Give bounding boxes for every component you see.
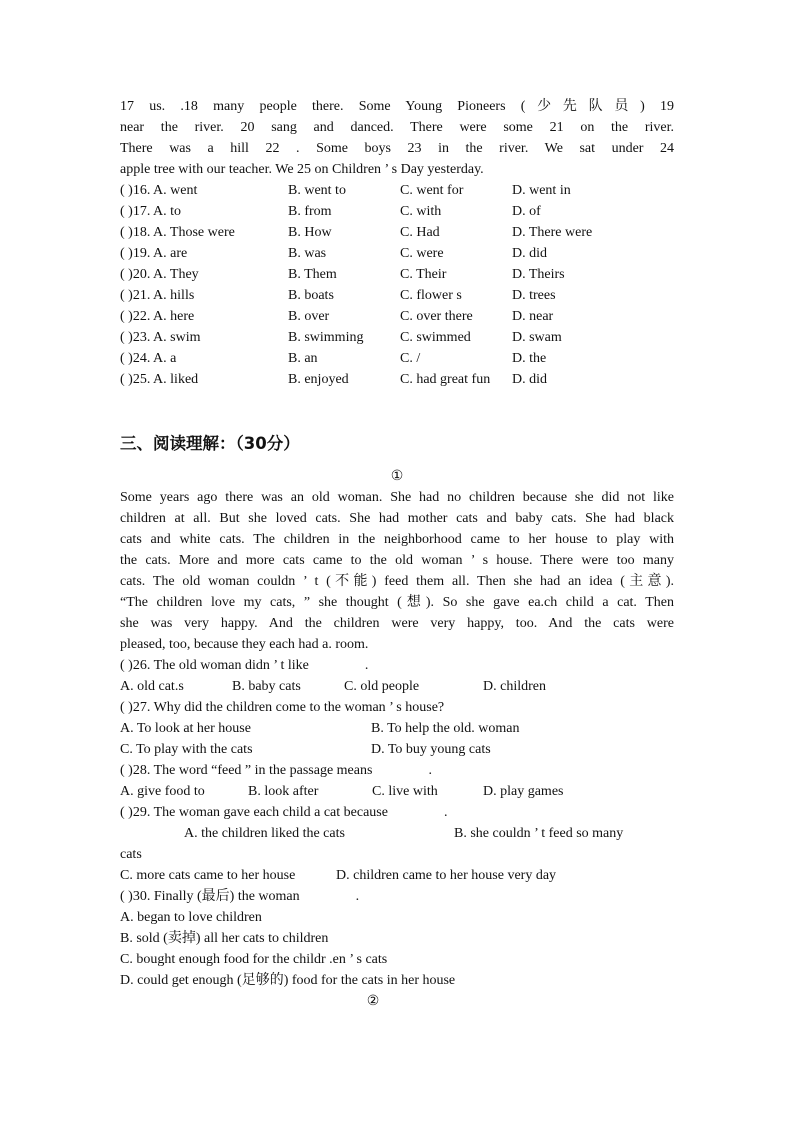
option-b-continued: cats bbox=[120, 847, 142, 862]
option-c[interactable]: C. more cats came to her house bbox=[120, 868, 296, 883]
option-c[interactable]: C. over there bbox=[400, 309, 473, 324]
option-b[interactable]: B. was bbox=[288, 246, 327, 261]
question-end-mark: . bbox=[355, 889, 360, 904]
option-b[interactable]: B. enjoyed bbox=[288, 372, 349, 387]
cloze-line: near the river. 20 sang and danced. There were some 21 on the river. bbox=[120, 120, 674, 135]
question-27-stem: ( )27. Why did the children come to the woman ’ s house? bbox=[120, 700, 445, 715]
option-d[interactable]: D. near bbox=[512, 309, 554, 324]
option-c[interactable]: C. live with bbox=[372, 784, 438, 799]
question-text: ( )26. The old woman didn ’ t like bbox=[120, 658, 309, 673]
option-b[interactable]: B. sold (卖掉) all her cats to children bbox=[120, 931, 329, 946]
question-29-stem bbox=[120, 802, 674, 823]
question-number-option-a[interactable]: ( )19. A. are bbox=[120, 246, 188, 261]
option-c[interactable]: C. swimmed bbox=[400, 330, 471, 345]
option-c[interactable]: C. flower s bbox=[400, 288, 462, 303]
question-number-option-a[interactable]: ( )18. A. Those were bbox=[120, 225, 235, 240]
question-end-mark: . bbox=[428, 763, 432, 778]
option-a[interactable]: A. the children liked the cats bbox=[184, 826, 345, 841]
option-b[interactable]: B. went to bbox=[288, 183, 346, 198]
option-c[interactable]: C. To play with the cats bbox=[120, 742, 253, 757]
option-b[interactable]: B. look after bbox=[248, 784, 319, 799]
option-d[interactable]: D. the bbox=[512, 351, 547, 366]
question-26-options bbox=[120, 676, 674, 697]
question-25 bbox=[120, 369, 674, 390]
option-a[interactable]: A. old cat.s bbox=[120, 679, 184, 694]
option-b[interactable]: B. Them bbox=[288, 267, 337, 282]
question-27-options-ab bbox=[120, 718, 674, 739]
cloze-passage bbox=[120, 96, 674, 180]
cloze-questions bbox=[120, 180, 674, 390]
option-d[interactable]: D. could get enough (足够的) food for the cats in her house bbox=[120, 973, 456, 988]
passage-line: cats and white cats. The children in the neighborhood came to her house to play with bbox=[120, 532, 674, 547]
question-number-option-a[interactable]: ( )20. A. They bbox=[120, 267, 199, 282]
option-b[interactable]: B. How bbox=[288, 225, 332, 240]
question-30-stem bbox=[120, 886, 674, 907]
question-number-option-a[interactable]: ( )22. A. here bbox=[120, 309, 195, 324]
option-d[interactable]: D. trees bbox=[512, 288, 556, 303]
option-b[interactable]: B. swimming bbox=[288, 330, 364, 345]
question-22 bbox=[120, 306, 674, 327]
passage-line: she was very happy. And the children were very happy, too. And the cats were bbox=[120, 616, 674, 631]
option-c[interactable]: C. had great fun bbox=[400, 372, 491, 387]
option-d[interactable]: D. did bbox=[512, 372, 547, 387]
option-c[interactable]: C. Had bbox=[400, 225, 440, 240]
question-text: ( )30. Finally (最后) the woman bbox=[120, 889, 300, 904]
passage-line: cats. The old woman couldn ’ t (不能) feed them all. Then she had an idea (主意). bbox=[120, 574, 674, 589]
option-b[interactable]: B. baby cats bbox=[232, 679, 301, 694]
question-number-option-a[interactable]: ( )25. A. liked bbox=[120, 372, 199, 387]
exam-page bbox=[120, 96, 674, 1012]
question-19 bbox=[120, 243, 674, 264]
question-24 bbox=[120, 348, 674, 369]
option-d[interactable]: D. play games bbox=[483, 784, 564, 799]
option-a[interactable]: A. To look at her house bbox=[120, 721, 251, 736]
option-b[interactable]: B. boats bbox=[288, 288, 334, 303]
question-number-option-a[interactable]: ( )16. A. went bbox=[120, 183, 198, 198]
option-a[interactable]: A. give food to bbox=[120, 784, 205, 799]
question-end-mark: . bbox=[443, 805, 448, 820]
passage-line: the cats. More and more cats came to the old woman ’ s house. There were too many bbox=[120, 553, 674, 568]
question-number-option-a[interactable]: ( )17. A. to bbox=[120, 204, 182, 219]
passage-line: Some years ago there was an old woman. She had no children because she did not like bbox=[120, 490, 674, 505]
option-c[interactable]: C. went for bbox=[400, 183, 464, 198]
option-d[interactable]: D. did bbox=[512, 246, 547, 261]
question-18 bbox=[120, 222, 674, 243]
question-23 bbox=[120, 327, 674, 348]
option-d[interactable]: D. Theirs bbox=[512, 267, 565, 282]
option-c[interactable]: C. Their bbox=[400, 267, 447, 282]
question-29-options-cd bbox=[120, 865, 674, 886]
passage-marker: ① bbox=[390, 469, 404, 484]
question-text: ( )29. The woman gave each child a cat because bbox=[120, 805, 388, 820]
option-b[interactable]: B. To help the old. woman bbox=[371, 721, 520, 736]
option-d[interactable]: D. swam bbox=[512, 330, 562, 345]
question-number-option-a[interactable]: ( )21. A. hills bbox=[120, 288, 195, 303]
passage-line: pleased, too, because they each had a. room. bbox=[120, 637, 369, 652]
section-title: 三、阅读理解：（30分） bbox=[120, 434, 300, 453]
question-end-mark: . bbox=[364, 658, 369, 673]
option-d[interactable]: D. of bbox=[512, 204, 541, 219]
question-text: ( )28. The word “feed ” in the passage means bbox=[120, 763, 373, 778]
option-b[interactable]: B. she couldn ’ t feed so many bbox=[454, 826, 624, 841]
question-number-option-a[interactable]: ( )23. A. swim bbox=[120, 330, 201, 345]
option-c[interactable]: C. bought enough food for the childr .en ’ s cats bbox=[120, 952, 388, 967]
question-16 bbox=[120, 180, 674, 201]
question-29-options-ab bbox=[120, 823, 674, 844]
option-c[interactable]: C. / bbox=[400, 351, 421, 366]
option-d[interactable]: D. To buy young cats bbox=[371, 742, 491, 757]
option-d[interactable]: D. children bbox=[483, 679, 546, 694]
option-d[interactable]: D. There were bbox=[512, 225, 593, 240]
question-26-stem bbox=[120, 655, 674, 676]
passage-2-marker: ② bbox=[366, 994, 380, 1009]
passage-line: children at all. But she loved cats. She had mother cats and baby cats. She had black bbox=[120, 511, 674, 526]
question-28-options bbox=[120, 781, 674, 802]
option-d[interactable]: D. children came to her house very day bbox=[336, 868, 557, 883]
option-b[interactable]: B. from bbox=[288, 204, 332, 219]
question-number-option-a[interactable]: ( )24. A. a bbox=[120, 351, 177, 366]
question-27-options-cd bbox=[120, 739, 674, 760]
option-b[interactable]: B. an bbox=[288, 351, 318, 366]
question-21 bbox=[120, 285, 674, 306]
option-c[interactable]: C. with bbox=[400, 204, 442, 219]
reading-passage bbox=[120, 487, 674, 655]
question-28-stem bbox=[120, 760, 674, 781]
option-a[interactable]: A. began to love children bbox=[120, 910, 262, 925]
question-20 bbox=[120, 264, 674, 285]
cloze-line: There was a hill 22 . Some boys 23 in the river. We sat under 24 bbox=[120, 141, 674, 156]
option-b[interactable]: B. over bbox=[288, 309, 330, 324]
cloze-line: 17 us. .18 many people there. Some Young Pioneers (少先队员) 19 bbox=[120, 99, 674, 114]
passage-line: “The children love my cats, ” she thought (想). So she gave ea.ch child a cat. Then bbox=[120, 595, 674, 610]
option-d[interactable]: D. went in bbox=[512, 183, 571, 198]
option-c[interactable]: C. were bbox=[400, 246, 444, 261]
cloze-line: apple tree with our teacher. We 25 on Children ’ s Day yesterday. bbox=[120, 162, 484, 177]
option-c[interactable]: C. old people bbox=[344, 679, 420, 694]
question-17 bbox=[120, 201, 674, 222]
